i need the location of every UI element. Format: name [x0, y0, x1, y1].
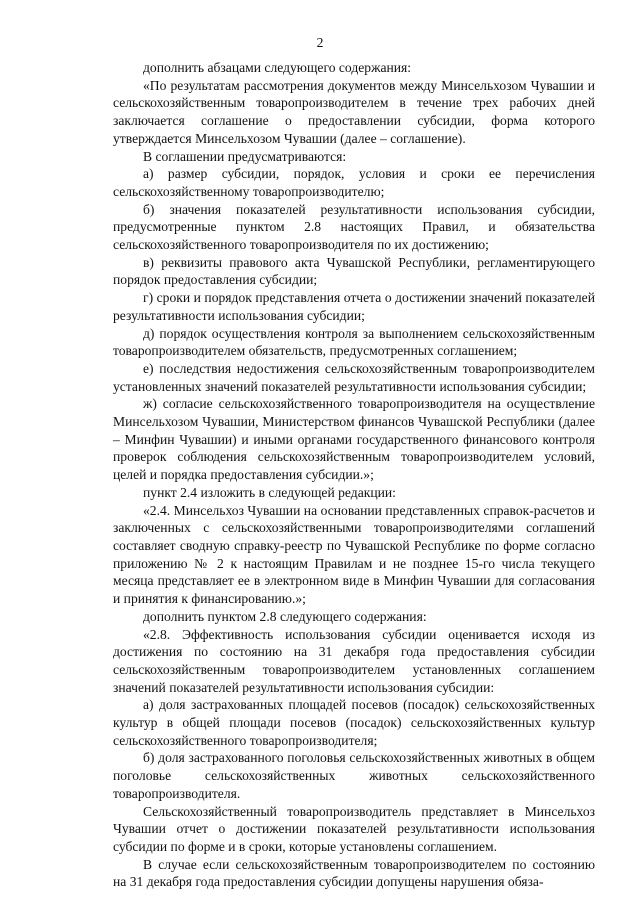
paragraph: В случае если сельскохозяйственным товаропроизводителем по состоянию на 31 декабря года предоставления субсидии допущены нарушения обяза- — [113, 856, 595, 890]
paragraph: «2.4. Минсельхоз Чувашии на основании представленных справок-расчетов и заключенных с сельскохозяйственными товаропроизводителями соглашений составляет сводную справку-реестр по Чувашской Республике по форме согласно приложению № 2 к настоящим Правилам и не позднее 15-го числа текущего месяца представляет ее в электронном виде в Минфин Чувашии для согласования и принятия к финансированию.»; — [113, 502, 595, 607]
paragraph: ж) согласие сельскохозяйственного товаропроизводителя на осуществление Минсельхозом Чувашии, Министерством финансов Чувашской Республики (далее – Минфин Чувашии) и иными органами государственного финансового контроля проверок соблюдения сельскохозяйственным товаропроизводителем условий, целей и порядка предоставления субсидии.»; — [113, 396, 595, 483]
paragraph: В соглашении предусматриваются: — [143, 148, 347, 164]
paragraph: дополнить абзацами следующего содержания: — [143, 60, 412, 75]
paragraph: б) доля застрахованного поголовья сельскохозяйственных животных в общем поголовье сельскохозяйственных животных сельскохозяйственного товаропроизводителя. — [113, 750, 595, 801]
paragraph: пункт 2.4 изложить в следующей редакции: — [143, 484, 396, 500]
page-number: 2 — [316, 35, 324, 50]
paragraph: б) значения показателей результативности использования субсидии, предусмотренные пунктом 2.8 настоящих Правил, и обязательства сельскохозяйственного товаропроизводителя по их достижению; — [113, 201, 595, 253]
paragraph: е) последствия недостижения сельскохозяйственным товаропроизводителем установленных значений показателей результативности использования субсидии; — [113, 360, 595, 394]
paragraph: а) доля застрахованных площадей посевов (посадок) сельскохозяйственных культур в общей площади посевов (посадок) сельскохозяйственных культур сельскохозяйственного товаропроизводителя; — [113, 697, 595, 748]
paragraph: а) размер субсидии, порядок, условия и сроки ее перечисления сельскохозяйственному товаропроизводителю; — [113, 166, 595, 199]
paragraph: «2.8. Эффективность использования субсидии оценивается исходя из достижения по состоянию на 31 декабря года предоставления субсидии сельскохозяйственным товаропроизводителем установленных соглашением значений показателей результативности использования субсидии: — [113, 626, 595, 695]
paragraph: «По результатам рассмотрения документов между Минсельхозом Чувашии и сельскохозяйственным товаропроизводителем в течение трех рабочих дней заключается соглашение о предоставлении субсидии, форма которого утверждается Минсельхозом Чувашии (далее – соглашение). — [113, 77, 595, 146]
document-body — [113, 59, 595, 891]
paragraph: д) порядок осуществления контроля за выполнением сельскохозяйственным товаропроизводителем обязательств, предусмотренных соглашением; — [113, 325, 595, 359]
paragraph: в) реквизиты правового акта Чувашской Республики, регламентирующего порядок предоставления субсидии; — [113, 254, 595, 288]
paragraph: г) сроки и порядок представления отчета о достижении значений показателей результативности использования субсидии; — [113, 290, 595, 323]
paragraph: Сельскохозяйственный товаропроизводитель представляет в Минсельхоз Чувашии отчет о достижении показателей результативности использования субсидии по форме и в сроки, которые установлены соглашением. — [113, 803, 595, 854]
paragraph: дополнить пунктом 2.8 следующего содержания: — [143, 608, 427, 624]
